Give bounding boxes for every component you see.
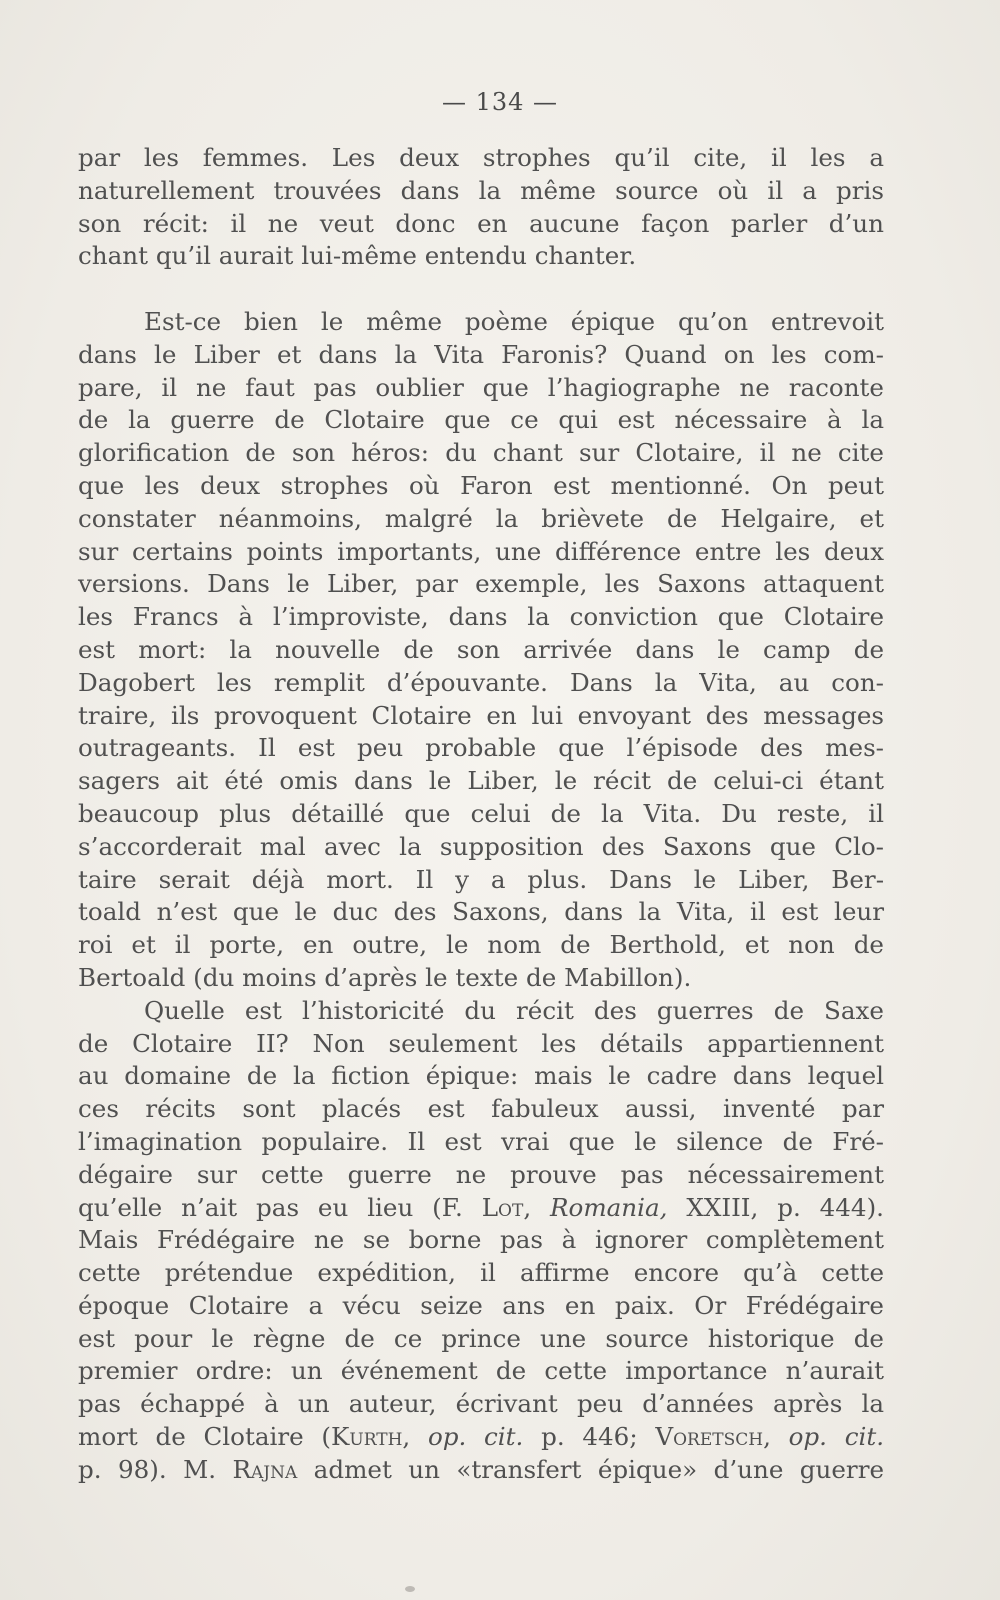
- page-number: — 134 —: [441, 88, 559, 116]
- final-text: admet un «transfert épique» d’une guerre: [297, 1454, 884, 1484]
- citation-author: Lot: [481, 1192, 524, 1222]
- text-line: par les femmes. Les deux strophes qu’il cite, il les a: [78, 143, 884, 172]
- reference-text: p. 446;: [523, 1422, 656, 1452]
- text-line: taire serait déjà mort. Il y a plus. Dans le Liber, Ber-: [78, 864, 884, 894]
- text-line: s’accorderait mal avec la supposition des Saxons que Clo-: [78, 831, 884, 861]
- text-line: Bertoald (du moins d’après le texte de Mabillon).: [78, 962, 692, 992]
- reference-text: mort de Clotaire (: [78, 1422, 332, 1452]
- citation-text: qu’elle n’ait pas eu lieu (F.: [78, 1192, 482, 1222]
- text-line: roi et il porte, en outre, le nom de Berthold, et non de: [78, 930, 884, 960]
- ink-smudge: [405, 1586, 415, 1592]
- text-line: époque Clotaire a vécu seize ans en paix. Or Frédégaire: [78, 1290, 884, 1320]
- text-line: de la guerre de Clotaire que ce qui est nécessaire à la: [78, 405, 884, 435]
- text-line: chant qu’il aurait lui-même entendu chanter.: [78, 241, 637, 271]
- text-line: est mort: la nouvelle de son arrivée dans le camp de: [78, 634, 884, 664]
- citation-line: [78, 1192, 884, 1225]
- text-line: pare, il ne faut pas oublier que l’hagiographe ne raconte: [78, 372, 884, 402]
- text-line: pas échappé à un auteur, écrivant peu d’années après la: [78, 1389, 884, 1419]
- final-line: [78, 1454, 884, 1487]
- final-text: p. 98). M.: [78, 1454, 233, 1484]
- text-line: dans le Liber et dans la Vita Faronis? Quand on les com-: [78, 339, 884, 369]
- text-line: traire, ils provoquent Clotaire en lui envoyant des messages: [78, 700, 884, 730]
- text-line: de Clotaire II? Non seulement les détails appartiennent: [78, 1028, 884, 1058]
- text-line: que les deux strophes où Faron est mentionné. On peut: [78, 470, 884, 500]
- text-line: sur certains points importants, une différence entre les deux: [78, 536, 884, 566]
- text-line: au domaine de la fiction épique: mais le cadre dans lequel: [78, 1061, 884, 1091]
- text-line: outrageants. Il est peu probable que l’épisode des mes-: [78, 733, 884, 763]
- text-line: Quelle est l’historicité du récit des guerres de Saxe: [144, 995, 884, 1025]
- reference-author: Voretsch: [655, 1422, 764, 1452]
- final-author: Rajna: [232, 1454, 298, 1484]
- text-line: l’imagination populaire. Il est vrai que le silence de Fré-: [78, 1126, 884, 1156]
- reference-author: Kurth: [331, 1422, 403, 1452]
- text-line: toald n’est que le duc des Saxons, dans la Vita, il est leur: [78, 897, 884, 927]
- paragraph-3: [78, 995, 884, 1487]
- text-line: dégaire sur cette guerre ne prouve pas nécessairement: [78, 1159, 884, 1189]
- text-line: est pour le règne de ce prince une source historique de: [78, 1323, 884, 1353]
- text-line: constater néanmoins, malgré la brièvete de Helgaire, et: [78, 503, 884, 533]
- text-line: versions. Dans le Liber, par exemple, les Saxons attaquent: [78, 569, 884, 599]
- text-line: Dagobert les remplit d’épouvante. Dans la Vita, au con-: [78, 667, 884, 697]
- text-line: naturellement trouvées dans la même source où il a pris: [78, 175, 884, 205]
- reference-text: ,: [763, 1422, 789, 1452]
- text-line: glorification de son héros: du chant sur Clotaire, il ne cite: [78, 438, 884, 468]
- text-line: beaucoup plus détaillé que celui de la Vita. Du reste, il: [78, 798, 884, 828]
- reference-text: ,: [402, 1422, 428, 1452]
- reference-opcit: op. cit.: [788, 1422, 885, 1452]
- text-line: sagers ait été omis dans le Liber, le récit de celui-ci étant: [78, 766, 884, 796]
- reference-opcit: op. cit.: [427, 1422, 524, 1452]
- paragraph-gap: [78, 273, 884, 306]
- text-line: cette prétendue expédition, il affirme encore qu’à cette: [78, 1258, 884, 1288]
- text-line: Mais Frédégaire ne se borne pas à ignorer complètement: [78, 1225, 884, 1255]
- body-text: [78, 142, 884, 1487]
- reference-line: [78, 1421, 884, 1454]
- text-line: ces récits sont placés est fabuleux aussi, inventé par: [78, 1094, 884, 1124]
- citation-separator: ,: [523, 1192, 550, 1222]
- text-line: les Francs à l’improviste, dans la conviction que Clotaire: [78, 602, 884, 632]
- citation-text: XXIII, p. 444).: [667, 1192, 884, 1222]
- text-line: premier ordre: un événement de cette importance n’aurait: [78, 1356, 884, 1386]
- citation-journal: Romania,: [550, 1192, 668, 1222]
- paragraph-2: [78, 306, 884, 995]
- text-line: Est-ce bien le même poème épique qu’on entrevoit: [144, 306, 884, 336]
- paragraph-1: [78, 142, 884, 273]
- text-line: son récit: il ne veut donc en aucune façon parler d’un: [78, 208, 884, 238]
